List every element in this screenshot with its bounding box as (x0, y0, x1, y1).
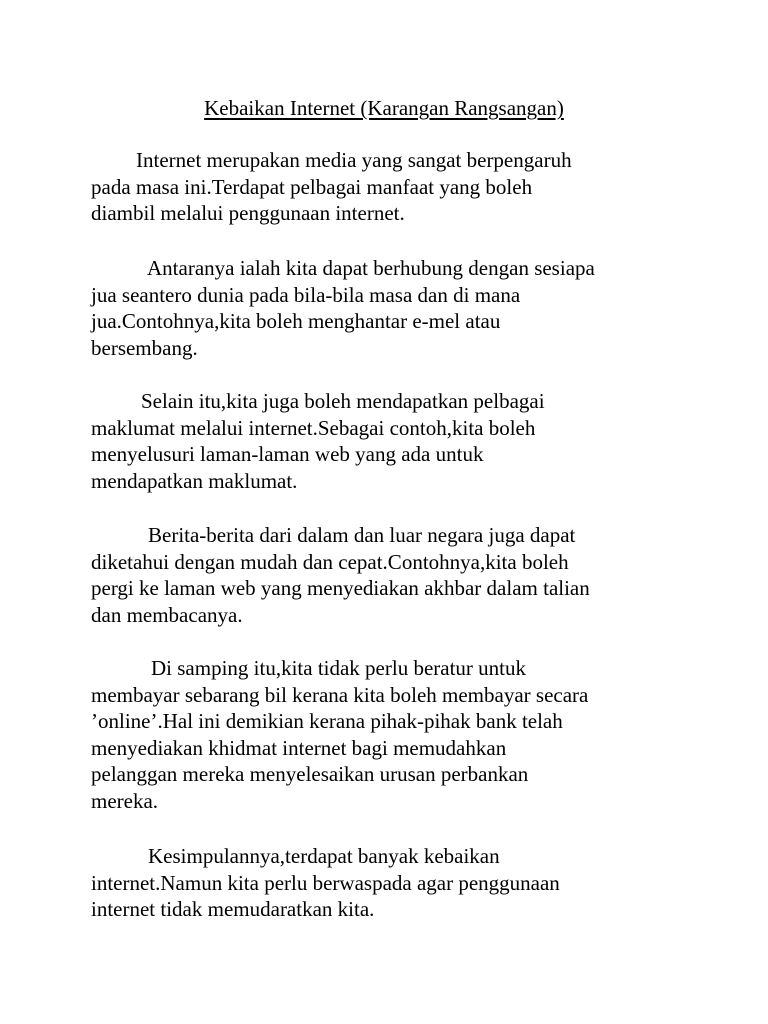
paragraph-news (91, 522, 711, 628)
paragraph-line: Di samping itu,kita tidak perlu beratur untuk (151, 656, 527, 680)
paragraph-communication (91, 255, 711, 361)
paragraph-line: mereka. (91, 788, 159, 813)
paragraph-conclusion (91, 843, 711, 923)
paragraph-line: maklumat melalui internet.Sebagai contoh,kita boleh (91, 415, 536, 440)
paragraph-line: Berita-berita dari dalam dan luar negara juga dapat (148, 523, 576, 547)
paragraph-line: jua.Contohnya,kita boleh menghantar e-mel atau (91, 309, 501, 334)
paragraph-line: Antaranya ialah kita dapat berhubung dengan sesiapa (147, 256, 595, 280)
paragraph-information (91, 388, 711, 494)
paragraph-line: jua seantero dunia pada bila-bila masa dan di mana (91, 282, 521, 307)
document-title: Kebaikan Internet (Karangan Rangsangan) (204, 96, 564, 120)
paragraph-line: pada masa ini.Terdapat pelbagai manfaat yang boleh (91, 174, 533, 199)
paragraph-line: membayar sebarang bil kerana kita boleh membayar secara (91, 682, 589, 707)
paragraph-line: internet.Namun kita perlu berwaspada agar penggunaan (91, 870, 560, 895)
paragraph-introduction (91, 147, 711, 227)
paragraph-line: dan membacanya. (91, 602, 243, 627)
paragraph-line: Kesimpulannya,terdapat banyak kebaikan (148, 844, 500, 868)
paragraph-line: mendapatkan maklumat. (91, 468, 298, 493)
paragraph-line: menyediakan khidmat internet bagi memudahkan (91, 735, 507, 760)
paragraph-line: Selain itu,kita juga boleh mendapatkan pelbagai (141, 389, 545, 413)
paragraph-line: internet tidak memudaratkan kita. (91, 897, 375, 922)
paragraph-online-payment (91, 655, 711, 815)
paragraph-line: menyelusuri laman-laman web yang ada untuk (91, 442, 484, 467)
paragraph-line: pergi ke laman web yang menyediakan akhbar dalam talian (91, 576, 590, 601)
paragraph-line: bersembang. (91, 335, 198, 360)
paragraph-line: ’online’.Hal ini demikian kerana pihak-pihak bank telah (91, 709, 563, 734)
paragraph-line: diketahui dengan mudah dan cepat.Contohnya,kita boleh (91, 549, 569, 574)
paragraph-line: pelanggan mereka menyelesaikan urusan perbankan (91, 762, 529, 787)
paragraph-line: diambil melalui penggunaan internet. (91, 201, 405, 226)
paragraph-line: Internet merupakan media yang sangat berpengaruh (136, 148, 572, 172)
